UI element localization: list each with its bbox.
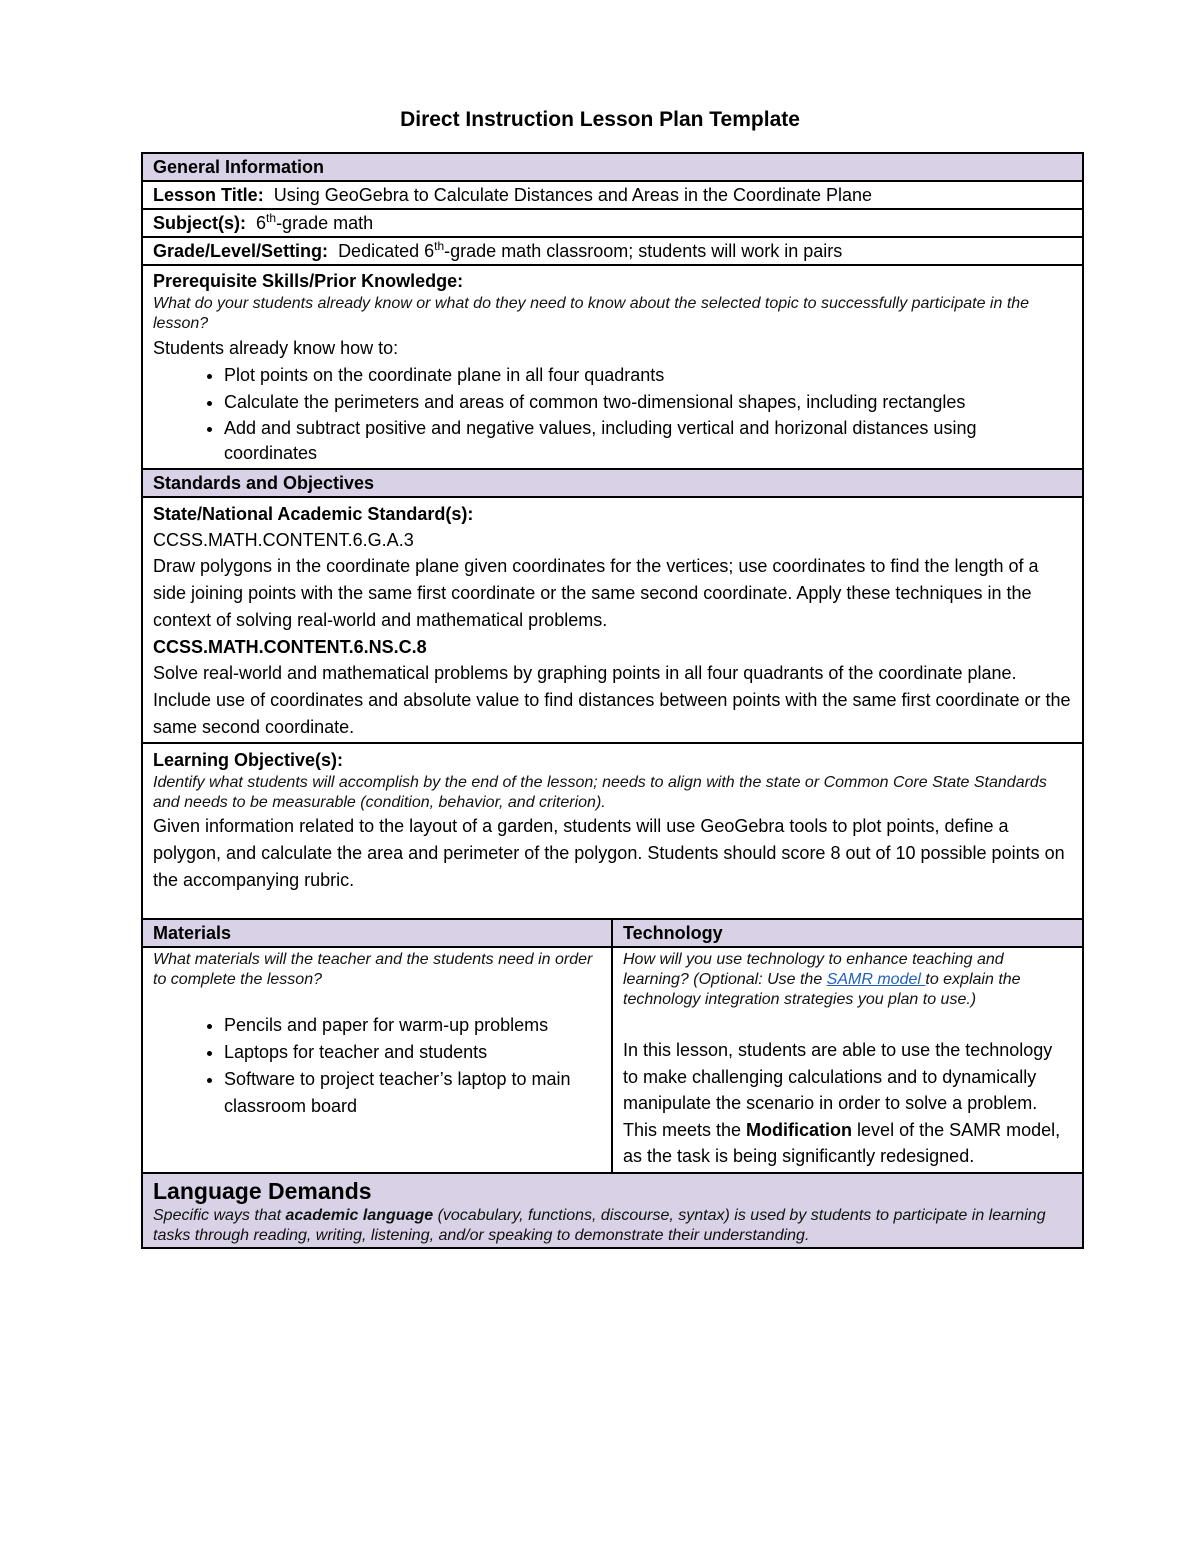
learning-objective-hint: Identify what students will accomplish by the end of the lesson; needs to align with the state or Common Core State Standards and needs to be measurable (condition, behavior, and criterion). (153, 774, 1047, 811)
standard-text-1: Draw polygons in the coordinate plane given coordinates for the vertices; use coordinates to find the length of a side joining points with the same first coordinate or the same second coordinate. Apply these techniques in the context of solving real-world and mathematical problems. (153, 556, 1039, 630)
prerequisite-label: Prerequisite Skills/Prior Knowledge: (153, 271, 464, 291)
list-item: • Software to project teacher’s laptop to main classroom board (224, 1066, 601, 1120)
subject-label: Subject(s): (153, 213, 247, 233)
materials-cell (142, 947, 612, 1173)
lesson-title-row (142, 181, 1083, 209)
technology-body: In this lesson, students are able to use the technology to make challenging calculations and to dynamically manipulate the scenario in order to solve a problem. This meets the Modification level of the SAMR model, as the task is being significantly redesigned. (623, 1040, 1061, 1166)
materials-list (153, 1012, 601, 1120)
grade-row (142, 237, 1083, 265)
learning-objective-text: Given information related to the layout of a garden, students will use GeoGebra tools to plot points, define a polygon, and calculate the area and perimeter of the polygon. Students should score 8 out of 10 possible points on the accompanying rubric. (153, 816, 1065, 890)
prerequisite-intro: Students already know how to: (153, 338, 399, 358)
materials-heading: Materials (142, 919, 612, 947)
prerequisite-hint: What do your students already know or what do they need to know about the selected topic to successfully participate in the lesson? (153, 295, 1030, 332)
prerequisite-row (142, 265, 1083, 469)
technology-hint: How will you use technology to enhance teaching and learning? (Optional: Use the SAMR model to explain the technology integration strategies you plan to use.) (623, 951, 1021, 1008)
document-title: Direct Instruction Lesson Plan Template (400, 108, 800, 131)
prerequisite-list (153, 362, 1072, 466)
standards-label: State/National Academic Standard(s): (153, 504, 474, 524)
learning-objective-label: Learning Objective(s): (153, 750, 344, 770)
learning-objective-row (142, 743, 1083, 919)
standards-objectives-heading: Standards and Objectives (142, 469, 1083, 497)
standard-text-2: Solve real-world and mathematical problems by graphing points in all four quadrants of the coordinate plane. Include use of coordinates and absolute value to find distances between points with the same first coordinate or the same second coordinate. (153, 663, 1071, 737)
grade-value: Dedicated 6th-grade math classroom; students will work in pairs (338, 239, 843, 261)
samr-model-link[interactable]: SAMR model (826, 971, 926, 988)
grade-label: Grade/Level/Setting: (153, 241, 329, 261)
language-demands-heading: Language Demands (153, 1177, 372, 1204)
subject-row (142, 209, 1083, 237)
lesson-title-label: Lesson Title: (153, 185, 264, 205)
technology-cell (612, 947, 1083, 1173)
lesson-title-value: Using GeoGebra to Calculate Distances and Areas in the Coordinate Plane (273, 185, 873, 205)
language-demands-row (142, 1173, 1083, 1248)
subject-value: 6th-grade math (256, 211, 374, 233)
list-item: • Laptops for teacher and students (224, 1039, 601, 1066)
standards-header-row (142, 469, 1083, 497)
materials-technology-header-row (142, 919, 1083, 947)
list-item: • Plot points on the coordinate plane in all four quadrants (224, 362, 1072, 389)
language-demands-hint: Specific ways that academic language (vocabulary, functions, discourse, syntax) is used by students to participate in learning tasks through reading, writing, listening, and/or speaking to demonstrate their understanding. (153, 1206, 1046, 1244)
materials-technology-row (142, 947, 1083, 1173)
standards-row (142, 497, 1083, 743)
list-item: • Add and subtract positive and negative values, including vertical and horizonal distances using coordinates (224, 416, 1072, 466)
standard-code-2: CCSS.MATH.CONTENT.6.NS.C.8 (153, 637, 427, 657)
general-information-header-row (142, 153, 1083, 181)
list-item: • Calculate the perimeters and areas of common two-dimensional shapes, including rectangles (224, 389, 1072, 416)
lesson-plan-table (141, 152, 1084, 1249)
list-item: • Pencils and paper for warm-up problems (224, 1012, 601, 1039)
general-information-heading: General Information (142, 153, 1083, 181)
technology-heading: Technology (612, 919, 1083, 947)
materials-hint: What materials will the teacher and the students need in order to complete the lesson? (153, 951, 593, 988)
standard-code-1: CCSS.MATH.CONTENT.6.G.A.3 (153, 530, 414, 550)
